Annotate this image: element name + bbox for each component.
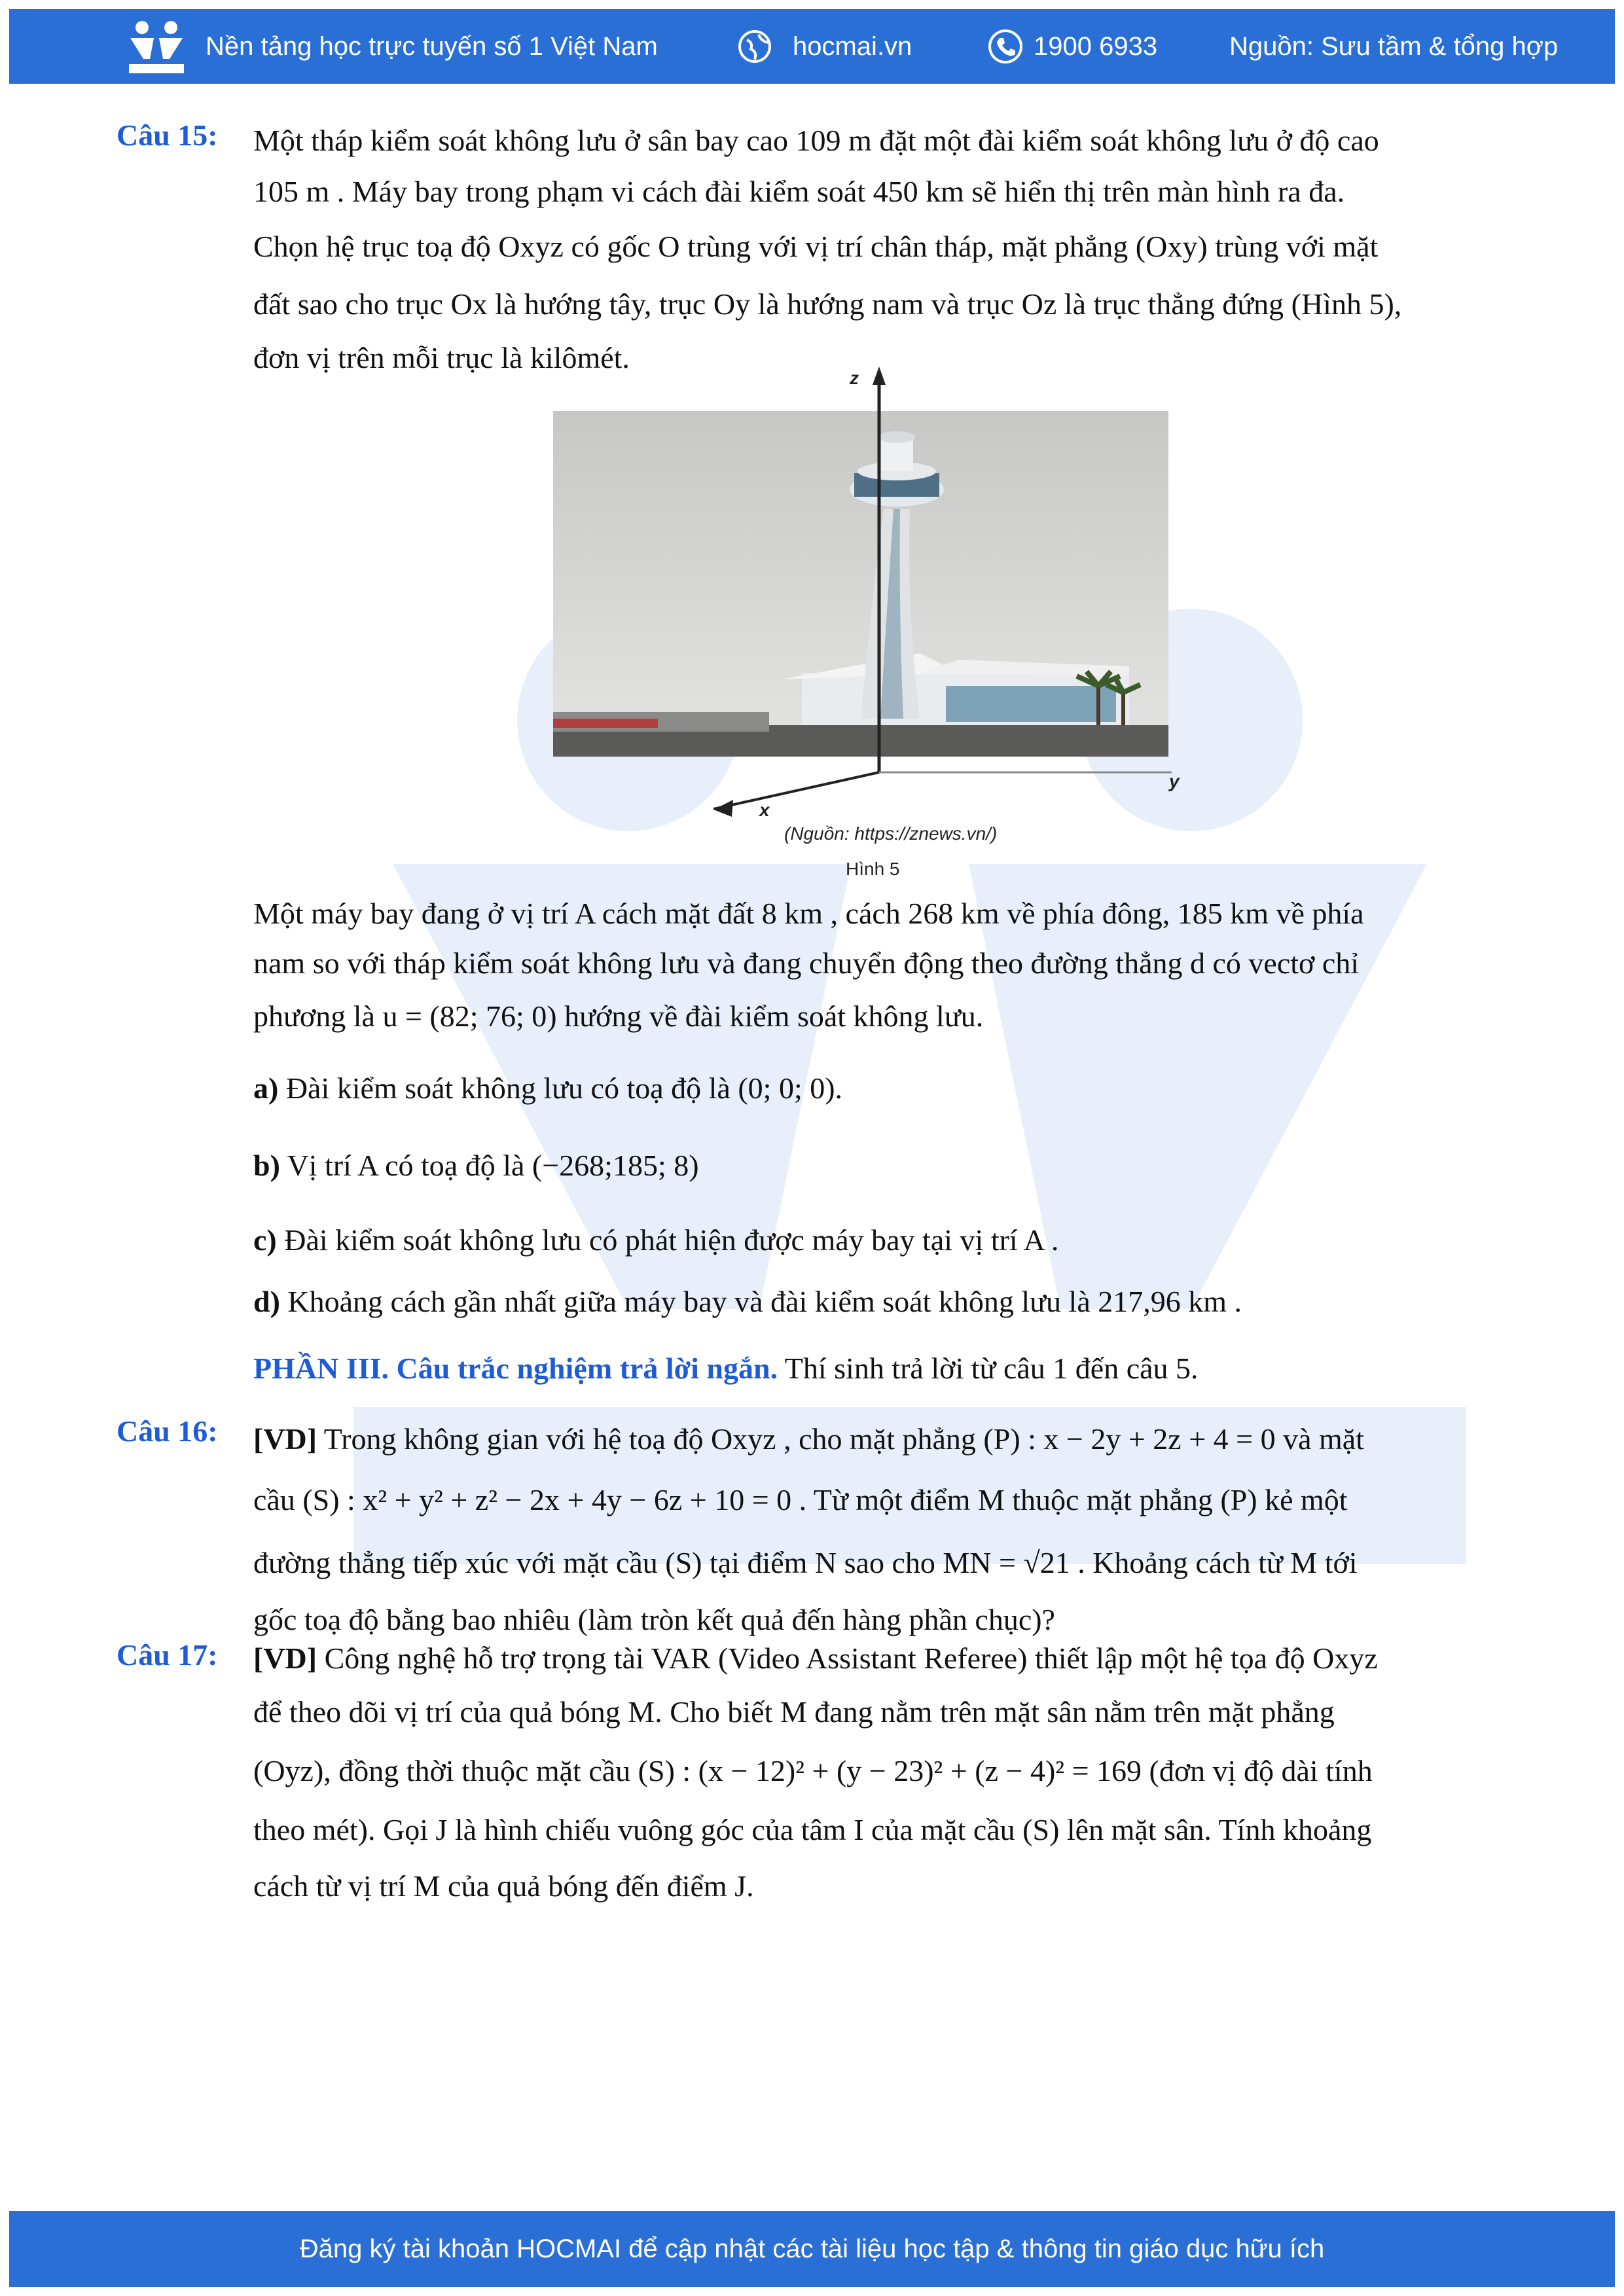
axis-label-x: x [759,800,770,820]
z-axis-arrow [873,367,886,385]
q16-line: cầu (S) : x² + y² + z² − 2x + 4y − 6z + 10 = 0 . Từ một điểm M thuộc mặt phẳng (P) kẻ một [253,1483,1348,1516]
question-15-body [253,889,1520,1045]
option-b-label: b) [253,1149,280,1182]
option-d-label: d) [253,1285,280,1318]
header-bar [9,9,1615,84]
q17-line: cách từ vị trí M của quả bóng đến điểm J. [253,1869,754,1903]
header-tagline: Nền tảng học trực tuyến số 1 Việt Nam [206,31,658,61]
q16-level-tag: [VD] [253,1422,317,1456]
q15-line: 105 m . Máy bay trong phạm vi cách đài kiểm soát 450 km sẽ hiển thị trên màn hình ra đa. [253,175,1345,208]
option-b-text: Vị trí A có toạ độ là (−268;185; 8) [287,1149,699,1182]
part-3-heading [253,1343,1520,1394]
q15-line: đơn vị trên mỗi trục là kilômét. [253,341,630,374]
website-link[interactable]: hocmai.vn [793,31,912,61]
phone-icon [988,9,1023,84]
figure-source: (Nguồn: https://znews.vn/) [784,823,998,844]
q15-option-a [253,1063,1520,1114]
footer-text[interactable]: Đăng ký tài khoản HOCMAI để cập nhật các tài liệu học tập & thông tin giáo dục hữu ích [299,2234,1325,2263]
q15-option-c [253,1215,1520,1266]
question-15-label: Câu 15: [117,118,218,152]
part-3-title: PHẦN III. Câu trắc nghiệm trả lời ngắn. [253,1352,778,1385]
header-source: Nguồn: Sưu tầm & tổng hợp [1229,31,1559,61]
q16-line [253,1410,1520,1469]
q15-line: Chọn hệ trục toạ độ Oxyz có gốc O trùng với vị trí chân tháp, mặt phẳng (Oxy) trùng với mặt [253,230,1379,263]
option-a-label: a) [253,1071,279,1105]
q15-body-line: Một máy bay đang ở vị trí A cách mặt đất 8 km , cách 268 km về phía đông, 185 km về phía [253,897,1364,930]
hocmai-logo [124,9,189,84]
q17-line: theo mét). Gọi J là hình chiếu vuông góc của tâm I của mặt cầu (S) lên mặt sân. Tính khoảng [253,1813,1372,1846]
q17-line: để theo dõi vị trí của quả bóng M. Cho biết M đang nằm trên mặt sân nằm trên mặt phẳng [253,1695,1335,1729]
option-c-label: c) [253,1223,277,1257]
q15-option-b [253,1140,1520,1191]
axis-label-y: y [1169,771,1180,791]
question-17-label: Câu 17: [117,1638,218,1672]
q15-option-d [253,1276,1520,1327]
figure-caption: Hình 5 [846,859,900,879]
question-17-text [253,1634,1520,1914]
question-16-label: Câu 16: [117,1414,218,1448]
q15-line: Một tháp kiểm soát không lưu ở sân bay cao 109 m đặt một đài kiểm soát không lưu ở độ cao [253,124,1379,157]
q17-line: (Oyz), đồng thời thuộc mặt cầu (S) : (x − 12)² + (y − 23)² + (z − 4)² = 169 (đơn vị độ dài tính [253,1754,1373,1787]
q16-line-text: Trong không gian với hệ toạ độ Oxyz , cho mặt phẳng (P) : x − 2y + 2z + 4 = 0 và mặt [323,1422,1364,1456]
q15-line: đất sao cho trục Ox là hướng tây, trục Oy là hướng nam và trục Oz là trục thẳng đứng (Hình 5), [253,287,1402,321]
axes-overlay [713,367,1303,864]
option-a-text: Đài kiểm soát không lưu có toạ độ là (0; 0; 0). [285,1071,843,1105]
q15-body-line: nam so với tháp kiểm soát không lưu và đang chuyển động theo đường thẳng d có vectơ chỉ [253,946,1360,980]
option-c-text: Đài kiểm soát không lưu có phát hiện được máy bay tại vị trí A . [284,1223,1059,1257]
q17-line [253,1634,1520,1683]
q16-line: đường thẳng tiếp xúc với mặt cầu (S) tại điểm N sao cho MN = √21 . Khoảng cách từ M tới [253,1546,1358,1579]
question-16-text [253,1410,1520,1645]
phone-number[interactable]: 1900 6933 [1034,31,1158,61]
axis-label-z: z [850,368,859,388]
hocmai-logo-icon [124,18,189,75]
globe-icon [738,9,772,84]
question-15-intro [253,115,1520,384]
q17-level-tag: [VD] [253,1641,317,1675]
option-d-text: Khoảng cách gần nhất giữa máy bay và đài kiểm soát không lưu là 217,96 km . [287,1285,1242,1318]
x-axis-arrow [713,795,740,821]
footer-bar [9,2211,1615,2287]
part-3-instructions: Thí sinh trả lời từ câu 1 đến câu 5. [784,1352,1199,1385]
q16-line: gốc toạ độ bằng bao nhiêu (làm tròn kết quả đến hàng phần chục)? [253,1603,1055,1636]
q17-line-text: Công nghệ hỗ trợ trọng tài VAR (Video Assistant Referee) thiết lập một hệ tọa độ Oxyz [324,1641,1378,1675]
q15-body-line: phương là u = (82; 76; 0) hướng về đài kiểm soát không lưu. [253,999,984,1033]
